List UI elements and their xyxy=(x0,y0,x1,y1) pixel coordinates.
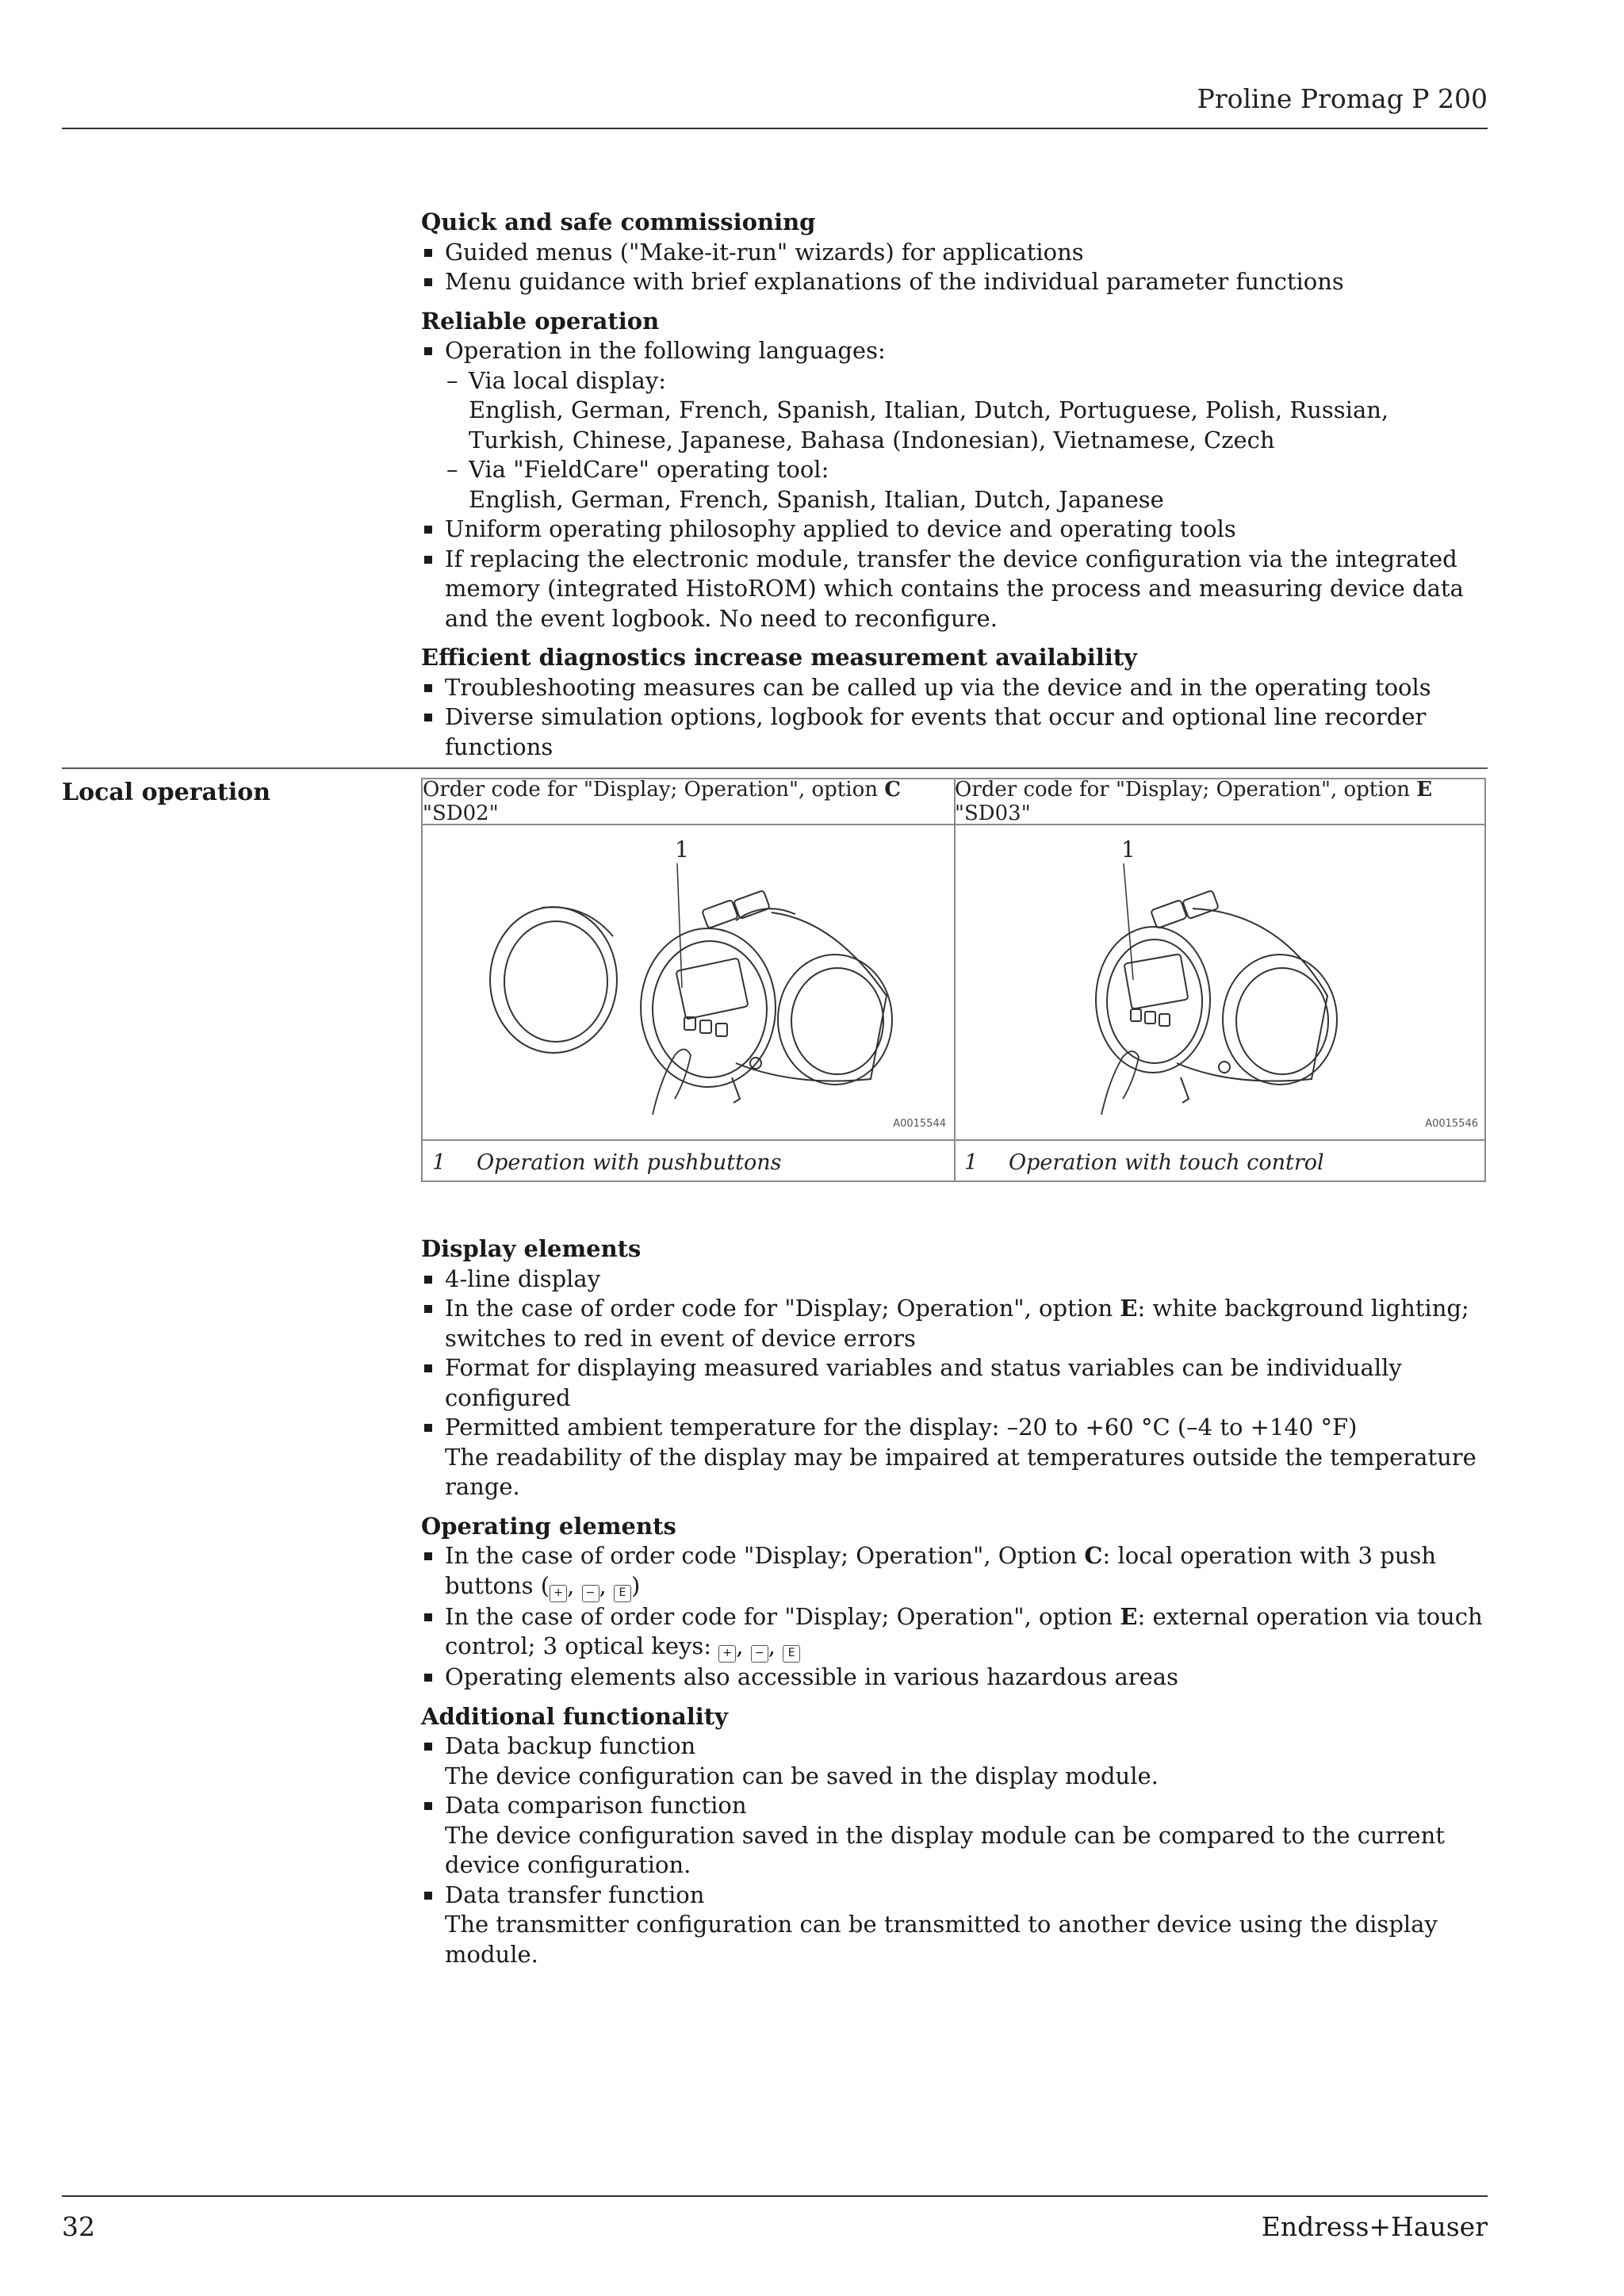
sub-list-item xyxy=(445,455,1488,515)
section-title: Display elements xyxy=(421,1235,642,1262)
list-item xyxy=(421,1881,1488,1970)
header-option: E xyxy=(1416,778,1433,802)
sub-item-value: English, German, French, Spanish, Italian, Dutch, Japanese xyxy=(469,485,1164,513)
top-content xyxy=(421,208,1488,771)
item-text: : external operation via touch control; 3 optical keys: xyxy=(445,1602,1483,1659)
option-code: E xyxy=(1120,1295,1138,1322)
list-item xyxy=(421,1791,1488,1881)
figure-code: A0015544 xyxy=(893,1118,946,1130)
device-illustration-touch xyxy=(955,825,1486,1141)
list-item: If replacing the electronic module, transfer the device configuration via the integrated memory (integrated HistoROM) which contains the process and measuring device data and the event logbook. No need to reconfigure. xyxy=(421,545,1488,634)
item-text: In the case of order code for "Display; Operation", option xyxy=(445,1295,1120,1322)
option-code: E xyxy=(1120,1602,1138,1630)
figure-code: A0015546 xyxy=(1425,1118,1478,1130)
section-title: Efficient diagnostics increase measurement availability xyxy=(421,644,1137,671)
minus-key-icon: − xyxy=(582,1585,599,1602)
section-commissioning xyxy=(421,208,1488,297)
list-item: Guided menus ("Make-it-run" wizards) for applications xyxy=(421,238,1488,268)
header-text: "SD03" xyxy=(955,802,1031,825)
list-item xyxy=(421,336,1488,515)
plus-key-icon: + xyxy=(718,1645,736,1663)
brand-name: Endress+Hauser xyxy=(1261,2211,1488,2242)
minus-key-icon: − xyxy=(751,1645,768,1663)
languages-intro: Operation in the following languages: xyxy=(445,337,886,364)
device-illustration-pushbuttons xyxy=(423,825,954,1141)
page-number: 32 xyxy=(62,2211,95,2242)
figure-caption xyxy=(423,1141,954,1184)
caption-text: Operation with pushbuttons xyxy=(477,1150,782,1175)
header-text: Order code for "Display; Operation", option xyxy=(955,778,1417,802)
item-note: The readability of the display may be impaired at temperatures outside the temperature range. xyxy=(445,1443,1477,1500)
document-title: Proline Promag P 200 xyxy=(1197,83,1488,114)
option-code: C xyxy=(1084,1542,1103,1569)
item-description: The device configuration can be saved in the display module. xyxy=(445,1762,1159,1789)
list-item: Diverse simulation options, logbook for events that occur and optional line recorder functions xyxy=(421,702,1488,762)
caption-text: Operation with touch control xyxy=(1009,1150,1324,1175)
figure-table xyxy=(421,778,1486,1182)
list-item xyxy=(421,1732,1488,1791)
callout-number: 1 xyxy=(1121,836,1136,863)
sub-item-value: English, German, French, Spanish, Italian, Dutch, Portuguese, Polish, Russian, Turkish, Chinese, Japanese, Bahasa (Indonesian), Vietnamese, Czech xyxy=(469,396,1389,453)
figure-header xyxy=(955,779,1486,825)
section-display-elements xyxy=(421,1234,1488,1502)
list-item: In the case of order code "Display; Operation", Option C: local operation with 3 push buttons ( + , − , E ) xyxy=(421,1541,1488,1602)
callout-number: 1 xyxy=(675,836,689,863)
header-text: "SD02" xyxy=(423,802,499,825)
caption-number: 1 xyxy=(964,1150,979,1175)
list-item: Troubleshooting measures can be called up via the device and in the operating tools xyxy=(421,673,1488,703)
section-additional-functionality xyxy=(421,1702,1488,1970)
item-text: : white background lighting; switches to red in event of device errors xyxy=(445,1295,1469,1352)
enter-key-icon: E xyxy=(783,1645,800,1663)
list-item xyxy=(421,1294,1488,1353)
list-item xyxy=(421,1413,1488,1502)
section-title: Reliable operation xyxy=(421,307,660,335)
section-reliable-operation xyxy=(421,307,1488,634)
local-operation-label: Local operation xyxy=(62,779,271,806)
figure-column-sd03 xyxy=(955,779,1486,1181)
header-option: C xyxy=(884,778,901,802)
item-text: ) xyxy=(630,1571,641,1599)
section-operating-elements xyxy=(421,1512,1488,1693)
section-title: Additional functionality xyxy=(421,1702,729,1730)
item-text: Permitted ambient temperature for the display: –20 to +60 °C (–4 to +140 °F) xyxy=(445,1414,1358,1441)
lower-content xyxy=(421,1234,1488,1979)
item-description: The transmitter configuration can be transmitted to another device using the display module. xyxy=(445,1911,1438,1968)
list-item: Operating elements also accessible in various hazardous areas xyxy=(421,1663,1488,1693)
plus-key-icon: + xyxy=(550,1585,567,1602)
page-footer xyxy=(62,2195,1488,2242)
figure-header xyxy=(423,779,954,825)
item-label: Data comparison function xyxy=(445,1792,747,1819)
list-item: Format for displaying measured variables and status variables can be individually configured xyxy=(421,1353,1488,1413)
section-diagnostics xyxy=(421,643,1488,762)
list-item: Menu guidance with brief explanations of the individual parameter functions xyxy=(421,267,1488,297)
item-label: Data transfer function xyxy=(445,1881,705,1908)
figure-column-sd02 xyxy=(423,779,956,1181)
sub-item-label: – Via local display: xyxy=(469,366,666,394)
item-text: In the case of order code for "Display; Operation", option xyxy=(445,1602,1120,1630)
list-item: Uniform operating philosophy applied to device and operating tools xyxy=(421,515,1488,545)
item-description: The device configuration saved in the display module can be compared to the current device configuration. xyxy=(445,1821,1445,1878)
figure-caption xyxy=(955,1141,1486,1184)
item-text: In the case of order code "Display; Operation", Option xyxy=(445,1542,1085,1569)
sub-item-label: – Via "FieldCare" operating tool: xyxy=(469,456,829,483)
sub-list-item xyxy=(445,366,1488,456)
section-title: Operating elements xyxy=(421,1512,676,1540)
section-divider xyxy=(62,767,1488,769)
caption-number: 1 xyxy=(432,1150,446,1175)
list-item: 4-line display xyxy=(421,1265,1488,1295)
list-item: In the case of order code for "Display; Operation", option E: external operation via touch control; 3 optical keys: + , − , E xyxy=(421,1602,1488,1663)
enter-key-icon: E xyxy=(614,1585,631,1602)
section-title: Quick and safe commissioning xyxy=(421,209,816,235)
page-header xyxy=(62,83,1488,129)
item-text: : local operation with 3 push buttons ( xyxy=(445,1542,1437,1599)
header-text: Order code for "Display; Operation", option xyxy=(423,778,885,802)
item-label: Data backup function xyxy=(445,1732,696,1759)
